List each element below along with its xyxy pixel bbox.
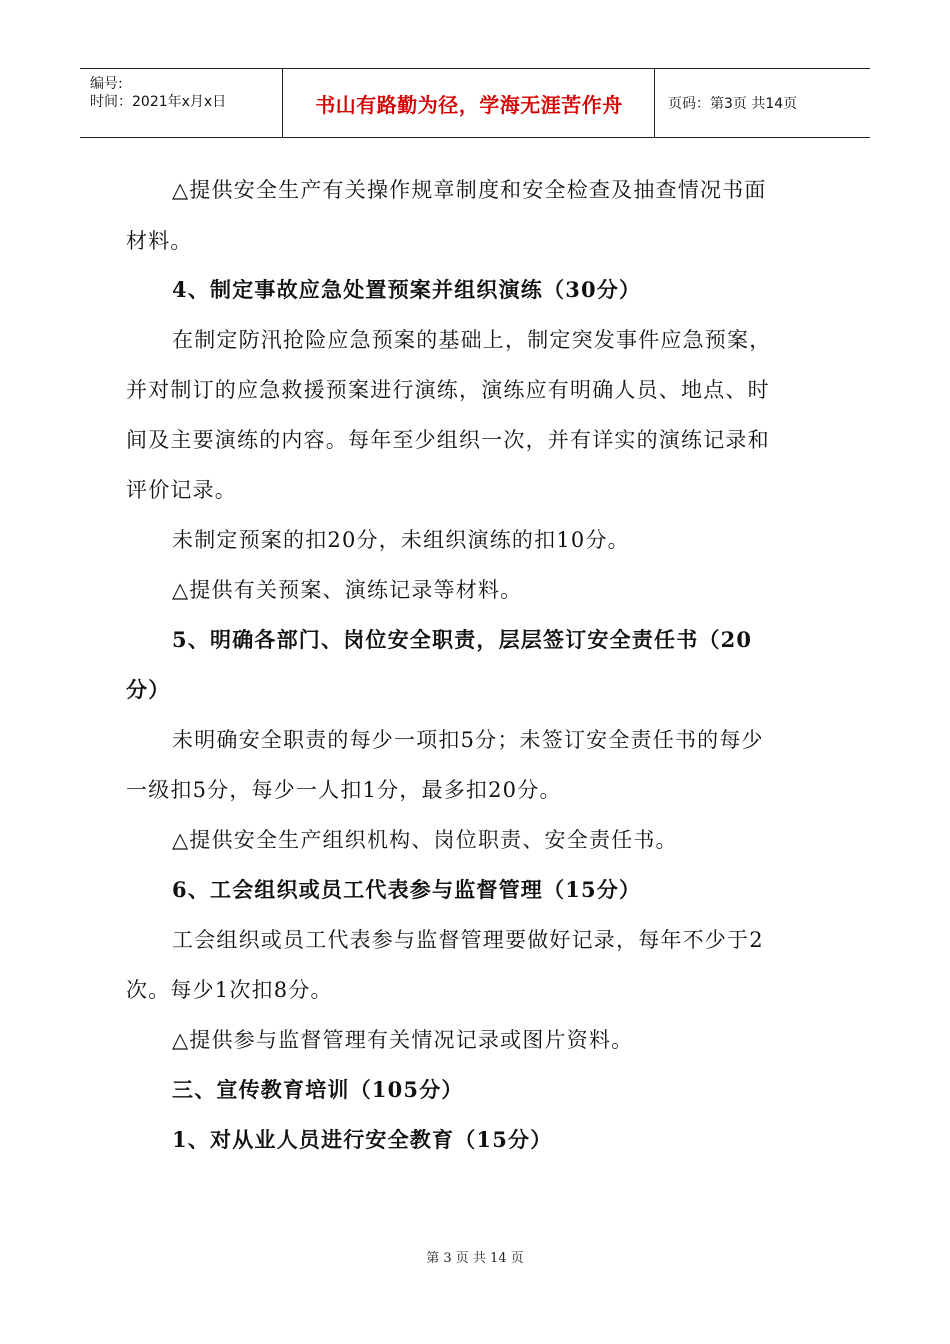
section-heading: 4、制定事故应急处置预案并组织演练（30分） <box>172 277 642 302</box>
paragraph-line: 工会组织或员工代表参与监督管理要做好记录，每年不少于2 <box>172 928 764 952</box>
paragraph-line: 一级扣5分，每少一人扣1分，最多扣20分。 <box>126 778 562 802</box>
paragraph-line: △提供安全生产有关操作规章制度和安全检查及抽查情况书面 <box>172 178 767 202</box>
paragraph-line: 在制定防汛抢险应急预案的基础上，制定突发事件应急预案， <box>172 328 772 352</box>
header-divider-left <box>282 69 283 137</box>
page-header <box>80 68 870 138</box>
section-heading: 6、工会组织或员工代表参与监督管理（15分） <box>172 877 642 902</box>
paragraph-line: △提供参与监督管理有关情况记录或图片资料。 <box>172 1028 634 1052</box>
paragraph-line: △提供有关预案、演练记录等材料。 <box>172 578 523 602</box>
document-date: 时间：2021年x月x日 <box>90 94 227 110</box>
header-meta <box>90 75 226 111</box>
paragraph-line: 未制定预案的扣20分，未组织演练的扣10分。 <box>172 528 630 552</box>
header-page-info: 页码：第3页 共14页 <box>668 96 798 112</box>
section-heading-continued: 分） <box>126 677 171 702</box>
chapter-heading: 三、宣传教育培训（105分） <box>172 1077 464 1102</box>
header-motto: 书山有路勤为径，学海无涯苦作舟 <box>315 92 623 117</box>
section-heading: 1、对从业人员进行安全教育（15分） <box>172 1127 553 1152</box>
page-footer: 第 3 页 共 14 页 <box>426 1251 524 1266</box>
document-number-label: 编号: <box>90 76 123 92</box>
paragraph-line: 间及主要演练的内容。每年至少组织一次，并有详实的演练记录和 <box>126 428 770 452</box>
paragraph-line: 并对制订的应急救援预案进行演练，演练应有明确人员、地点、时 <box>126 378 770 402</box>
section-heading: 5、明确各部门、岗位安全职责，层层签订安全责任书（20 <box>172 627 753 652</box>
paragraph-line: 未明确安全职责的每少一项扣5分；未签订安全责任书的每少 <box>172 728 764 752</box>
paragraph-line: 材料。 <box>126 229 193 253</box>
paragraph-line: △提供安全生产组织机构、岗位职责、安全责任书。 <box>172 828 678 852</box>
paragraph-line: 评价记录。 <box>126 478 237 502</box>
header-divider-right <box>654 69 655 137</box>
paragraph-line: 次。每少1次扣8分。 <box>126 978 333 1002</box>
